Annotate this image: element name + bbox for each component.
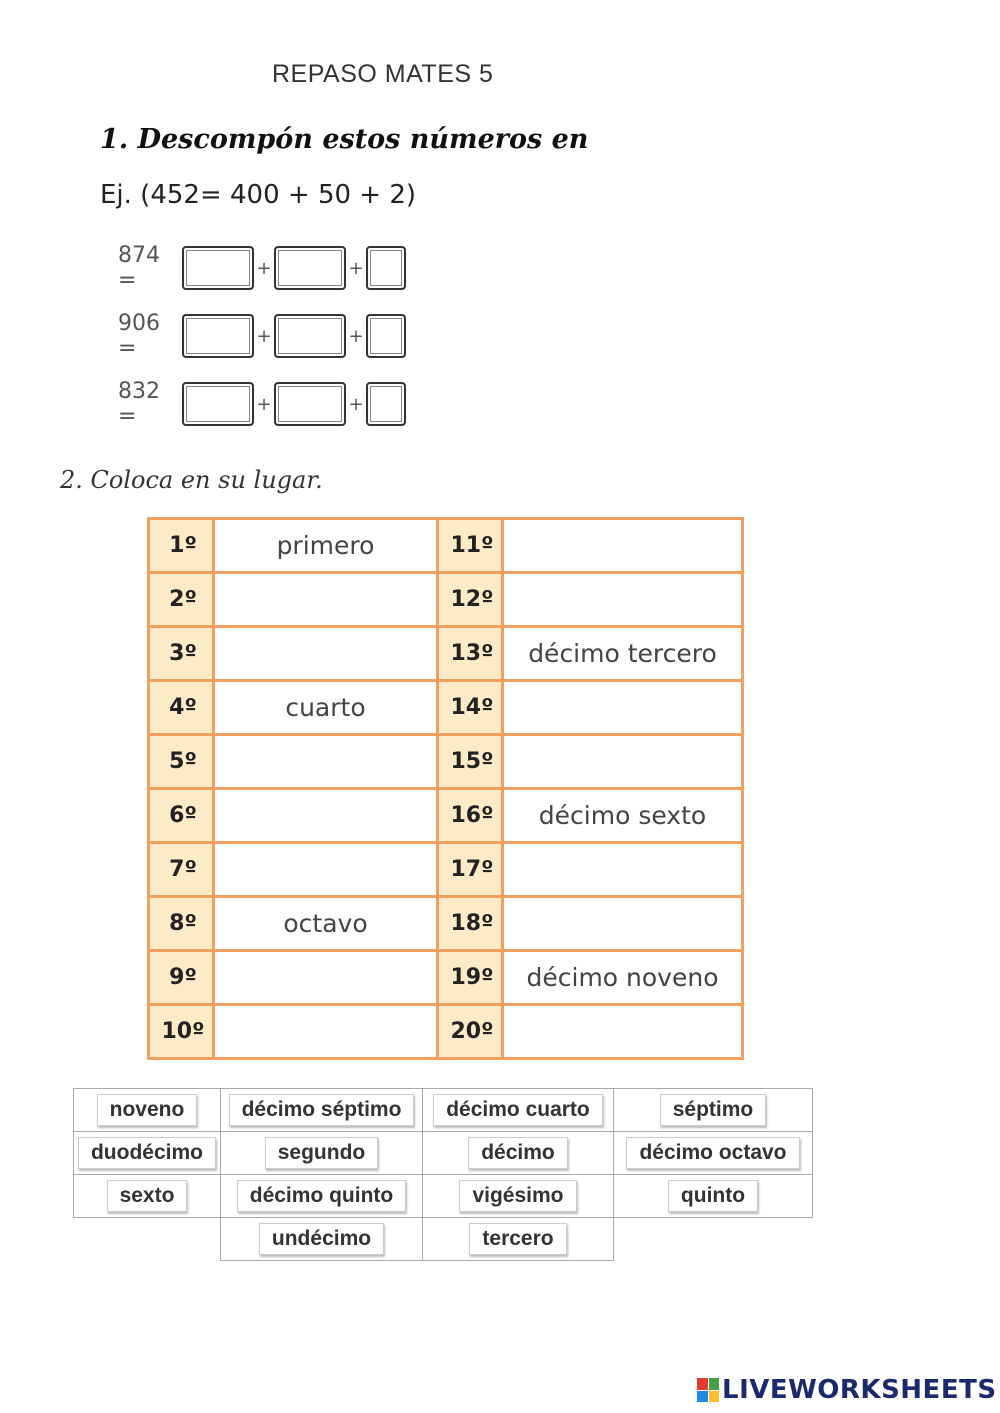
word-tile[interactable]: décimo octavo bbox=[626, 1137, 799, 1169]
tens-answer-box[interactable] bbox=[274, 314, 346, 358]
word-bank-cell bbox=[221, 1218, 423, 1261]
ordinal-word-cell[interactable] bbox=[503, 843, 743, 897]
ordinal-row bbox=[149, 519, 743, 573]
ordinal-word-cell[interactable] bbox=[214, 789, 438, 843]
ordinal-number: 20º bbox=[438, 1005, 503, 1059]
word-tile[interactable]: décimo bbox=[468, 1137, 568, 1169]
ordinal-word-cell[interactable] bbox=[503, 681, 743, 735]
word-bank-row bbox=[74, 1089, 813, 1132]
ordinal-word-cell[interactable]: décimo sexto bbox=[503, 789, 743, 843]
ordinal-word-cell[interactable] bbox=[214, 951, 438, 1005]
word-bank-cell bbox=[74, 1089, 221, 1132]
decomposition-number: 906 = bbox=[118, 311, 160, 361]
ordinal-word-cell[interactable] bbox=[214, 573, 438, 627]
word-tile[interactable]: décimo quinto bbox=[237, 1180, 407, 1212]
word-bank-cell bbox=[74, 1175, 221, 1218]
page-title: REPASO MATES 5 bbox=[272, 60, 494, 88]
ordinal-number: 7º bbox=[149, 843, 214, 897]
ordinal-word-cell[interactable] bbox=[214, 735, 438, 789]
word-bank-cell bbox=[423, 1132, 614, 1175]
word-tile[interactable]: vigésimo bbox=[459, 1180, 576, 1212]
word-tile[interactable]: tercero bbox=[469, 1223, 566, 1255]
ordinal-number: 4º bbox=[149, 681, 214, 735]
ordinal-word-cell[interactable] bbox=[214, 843, 438, 897]
ordinal-number: 16º bbox=[438, 789, 503, 843]
decomposition-row bbox=[118, 242, 406, 294]
units-answer-box[interactable] bbox=[366, 246, 406, 290]
word-bank-cell bbox=[614, 1218, 813, 1261]
decomposition-row bbox=[118, 310, 406, 362]
word-tile[interactable]: décimo séptimo bbox=[229, 1094, 415, 1126]
word-tile[interactable]: séptimo bbox=[660, 1094, 767, 1126]
ordinal-row bbox=[149, 789, 743, 843]
ordinal-number: 6º bbox=[149, 789, 214, 843]
ordinal-number: 8º bbox=[149, 897, 214, 951]
ordinal-number: 9º bbox=[149, 951, 214, 1005]
plus-sign: + bbox=[348, 257, 364, 279]
word-bank-cell bbox=[221, 1089, 423, 1132]
plus-sign: + bbox=[348, 325, 364, 347]
word-tile[interactable]: décimo cuarto bbox=[433, 1094, 603, 1126]
ordinal-word-cell[interactable] bbox=[503, 519, 743, 573]
ordinal-row bbox=[149, 573, 743, 627]
ordinal-number: 2º bbox=[149, 573, 214, 627]
word-tile[interactable]: segundo bbox=[265, 1137, 379, 1169]
ordinal-word-cell[interactable]: décimo noveno bbox=[503, 951, 743, 1005]
ordinal-row bbox=[149, 627, 743, 681]
ordinal-number: 18º bbox=[438, 897, 503, 951]
word-tile[interactable]: sexto bbox=[107, 1180, 188, 1212]
ordinal-row bbox=[149, 897, 743, 951]
word-bank-cell bbox=[74, 1132, 221, 1175]
units-answer-box[interactable] bbox=[366, 382, 406, 426]
ordinal-row bbox=[149, 735, 743, 789]
ordinal-row bbox=[149, 843, 743, 897]
word-bank-cell bbox=[423, 1089, 614, 1132]
word-bank bbox=[73, 1088, 813, 1261]
hundreds-answer-box[interactable] bbox=[182, 382, 254, 426]
word-bank-cell bbox=[423, 1175, 614, 1218]
plus-sign: + bbox=[256, 257, 272, 279]
logo-mark-icon bbox=[697, 1378, 719, 1402]
word-bank-cell bbox=[614, 1132, 813, 1175]
ordinal-word-cell[interactable]: octavo bbox=[214, 897, 438, 951]
ordinal-row bbox=[149, 1005, 743, 1059]
ordinal-word-cell[interactable] bbox=[503, 897, 743, 951]
word-bank-cell bbox=[614, 1089, 813, 1132]
ordinal-word-cell[interactable] bbox=[503, 735, 743, 789]
ordinal-number: 3º bbox=[149, 627, 214, 681]
hundreds-answer-box[interactable] bbox=[182, 246, 254, 290]
word-bank-row bbox=[74, 1218, 813, 1261]
ordinal-word-cell[interactable] bbox=[503, 573, 743, 627]
word-bank-cell bbox=[423, 1218, 614, 1261]
ordinal-number: 12º bbox=[438, 573, 503, 627]
exercise-1-example: Ej. (452= 400 + 50 + 2) bbox=[100, 180, 417, 210]
plus-sign: + bbox=[348, 393, 364, 415]
word-bank-cell bbox=[221, 1175, 423, 1218]
ordinal-word-cell[interactable]: cuarto bbox=[214, 681, 438, 735]
ordinal-row bbox=[149, 681, 743, 735]
decomposition-number: 832 = bbox=[118, 379, 160, 429]
word-bank-cell bbox=[614, 1175, 813, 1218]
ordinal-number: 5º bbox=[149, 735, 214, 789]
ordinal-word-cell[interactable]: primero bbox=[214, 519, 438, 573]
word-tile[interactable]: noveno bbox=[97, 1094, 198, 1126]
ordinal-word-cell[interactable] bbox=[503, 1005, 743, 1059]
ordinal-number: 13º bbox=[438, 627, 503, 681]
word-tile[interactable]: quinto bbox=[668, 1180, 758, 1212]
hundreds-answer-box[interactable] bbox=[182, 314, 254, 358]
exercise-1-heading: 1. Descompón estos números en bbox=[100, 124, 589, 155]
ordinal-number: 15º bbox=[438, 735, 503, 789]
decomposition-row bbox=[118, 378, 406, 430]
ordinal-row bbox=[149, 951, 743, 1005]
word-tile[interactable]: undécimo bbox=[259, 1223, 384, 1255]
units-answer-box[interactable] bbox=[366, 314, 406, 358]
ordinal-number: 17º bbox=[438, 843, 503, 897]
tens-answer-box[interactable] bbox=[274, 246, 346, 290]
exercise-2-heading: 2. Coloca en su lugar. bbox=[60, 466, 323, 494]
ordinal-number: 10º bbox=[149, 1005, 214, 1059]
ordinal-number: 19º bbox=[438, 951, 503, 1005]
ordinal-word-cell[interactable] bbox=[214, 1005, 438, 1059]
decomposition-number: 874 = bbox=[118, 243, 160, 293]
ordinal-number: 14º bbox=[438, 681, 503, 735]
ordinal-word-cell[interactable] bbox=[214, 627, 438, 681]
word-bank-row bbox=[74, 1132, 813, 1175]
plus-sign: + bbox=[256, 393, 272, 415]
ordinal-word-cell[interactable]: décimo tercero bbox=[503, 627, 743, 681]
plus-sign: + bbox=[256, 325, 272, 347]
ordinals-table bbox=[147, 517, 744, 1060]
ordinal-number: 11º bbox=[438, 519, 503, 573]
word-bank-row bbox=[74, 1175, 813, 1218]
word-bank-cell bbox=[221, 1132, 423, 1175]
word-tile[interactable]: duodécimo bbox=[78, 1137, 216, 1169]
tens-answer-box[interactable] bbox=[274, 382, 346, 426]
ordinal-number: 1º bbox=[149, 519, 214, 573]
liveworksheets-logo bbox=[697, 1375, 997, 1405]
word-bank-cell bbox=[74, 1218, 221, 1261]
logo-text: LIVEWORKSHEETS bbox=[722, 1375, 997, 1405]
